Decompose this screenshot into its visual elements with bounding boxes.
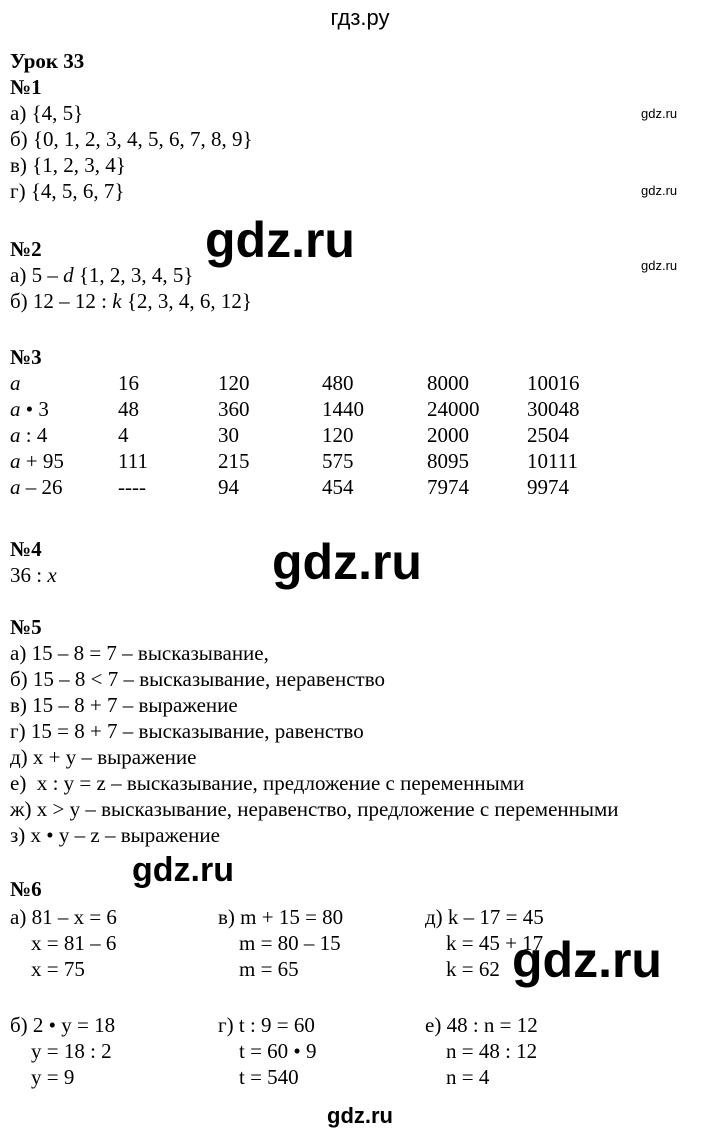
task3-cell: 2000 (427, 423, 469, 447)
task5-line-b: б) 15 – 8 < 7 – высказывание, неравенство (10, 667, 385, 691)
task3-cell: 454 (322, 475, 354, 499)
task6-equation-line: m = 65 (218, 957, 299, 981)
task3-row-expr (10, 370, 21, 396)
footer-watermark: gdz.ru (327, 1103, 393, 1128)
task3-var: a (10, 397, 21, 421)
task3-expr-rest: – 26 (20, 475, 63, 499)
task3-cell: 2504 (527, 423, 569, 447)
task5-line-h: з) x • y – z – выражение (10, 823, 220, 847)
task2-b-prefix: б) 12 – 12 : (10, 289, 113, 313)
task4-label: №4 (10, 537, 42, 561)
task5-line-a: а) 15 – 8 = 7 – высказывание, (10, 641, 269, 665)
task6-label: №6 (10, 877, 42, 901)
task6-equation-line: д) k – 17 = 45 (425, 905, 544, 929)
task3-var: a (10, 475, 21, 499)
task6-equation-line: е) 48 : n = 12 (425, 1013, 538, 1037)
task3-var: a (10, 371, 21, 395)
task4-line (10, 562, 57, 588)
task3-var: a (10, 449, 21, 473)
task1-line-c: в) {1, 2, 3, 4} (10, 153, 126, 177)
task6-equation-line: г) t : 9 = 60 (218, 1013, 315, 1037)
task3-cell: 8095 (427, 449, 469, 473)
task3-cell: 8000 (427, 371, 469, 395)
task2-a-suffix: {1, 2, 3, 4, 5} (73, 263, 194, 287)
task3-cell: 10111 (527, 449, 578, 473)
task6-equation-line: m = 80 – 15 (218, 931, 341, 955)
task5-label: №5 (10, 615, 42, 639)
task6-equation-line: k = 45 + 17 (425, 931, 544, 955)
task6-equation-line: n = 4 (425, 1065, 490, 1089)
task3-var: a (10, 423, 21, 447)
task3-cell: 120 (218, 371, 250, 395)
watermark-small-1: gdz.ru (641, 106, 678, 121)
task3-cell: 575 (322, 449, 354, 473)
task3-cell: 111 (118, 449, 148, 473)
task3-cell: 480 (322, 371, 354, 395)
task4-prefix: 36 : (10, 563, 48, 587)
task2-a-var: d (63, 263, 74, 287)
task3-row-expr (10, 422, 47, 448)
watermark-small-3: gdz.ru (641, 258, 678, 273)
task3-cell: 120 (322, 423, 354, 447)
lesson-title: Урок 33 (10, 49, 85, 73)
task3-cell: 360 (218, 397, 250, 421)
task1-line-b: б) {0, 1, 2, 3, 4, 5, 6, 7, 8, 9} (10, 127, 253, 151)
task6-equation-line: x = 75 (10, 957, 85, 981)
task3-cell: 7974 (427, 475, 469, 499)
task3-cell: 16 (118, 371, 139, 395)
task3-expr-rest: • 3 (20, 397, 49, 421)
task6-equation-line: y = 9 (10, 1065, 75, 1089)
watermark-big-1: gdz.ru (205, 212, 355, 268)
watermark-mid-1: gdz.ru (132, 851, 234, 889)
task2-a-prefix: а) 5 – (10, 263, 64, 287)
task2-b-suffix: {2, 3, 4, 6, 12} (121, 289, 253, 313)
task3-cell: 1440 (322, 397, 364, 421)
watermark-small-2: gdz.ru (641, 183, 678, 198)
task3-row-expr (10, 474, 63, 500)
task3-cell: 30 (218, 423, 239, 447)
task6-equation-line: в) m + 15 = 80 (218, 905, 344, 929)
task6-equation-line: t = 540 (218, 1065, 299, 1089)
task3-cell: 4 (118, 423, 129, 447)
task5-line-c: в) 15 – 8 + 7 – выражение (10, 693, 238, 717)
task5-line-f: е) x : y = z – высказывание, предложение с переменными (10, 771, 525, 795)
task3-cell: 10016 (527, 371, 580, 395)
task6-equation-line: y = 18 : 2 (10, 1039, 112, 1063)
task6-equation-line: t = 60 • 9 (218, 1039, 317, 1063)
task3-cell: ---- (118, 475, 146, 499)
task2-line-b (10, 288, 252, 314)
task4-var: x (47, 563, 57, 587)
task1-line-a: а) {4, 5} (10, 101, 84, 125)
task2-label: №2 (10, 237, 42, 261)
task1-line-d: г) {4, 5, 6, 7} (10, 179, 125, 203)
task6-equation-line: а) 81 – x = 6 (10, 905, 117, 929)
task3-row-expr (10, 396, 49, 422)
task3-cell: 9974 (527, 475, 569, 499)
watermark-big-3: gdz.ru (512, 932, 662, 988)
task3-label: №3 (10, 345, 42, 369)
task3-expr-rest: : 4 (20, 423, 48, 447)
task5-line-d: г) 15 = 8 + 7 – высказывание, равенство (10, 719, 364, 743)
task3-cell: 48 (118, 397, 139, 421)
task3-row-expr (10, 448, 64, 474)
task6-equation-line: x = 81 – 6 (10, 931, 117, 955)
task6-equation-line: k = 62 (425, 957, 500, 981)
task3-expr-rest: + 95 (20, 449, 64, 473)
task3-cell: 215 (218, 449, 250, 473)
task5-line-g: ж) x > y – высказывание, неравенство, предложение с переменными (10, 797, 619, 821)
task5-line-e: д) x + y – выражение (10, 745, 197, 769)
task2-b-var: k (112, 289, 122, 313)
task3-cell: 94 (218, 475, 239, 499)
site-header: гдз.ру (330, 5, 390, 30)
task6-equation-line: б) 2 • y = 18 (10, 1013, 116, 1037)
task1-label: №1 (10, 75, 42, 99)
task2-line-a (10, 262, 194, 288)
task6-equation-line: n = 48 : 12 (425, 1039, 538, 1063)
task3-cell: 30048 (527, 397, 580, 421)
task3-cell: 24000 (427, 397, 480, 421)
watermark-big-2: gdz.ru (272, 534, 422, 590)
